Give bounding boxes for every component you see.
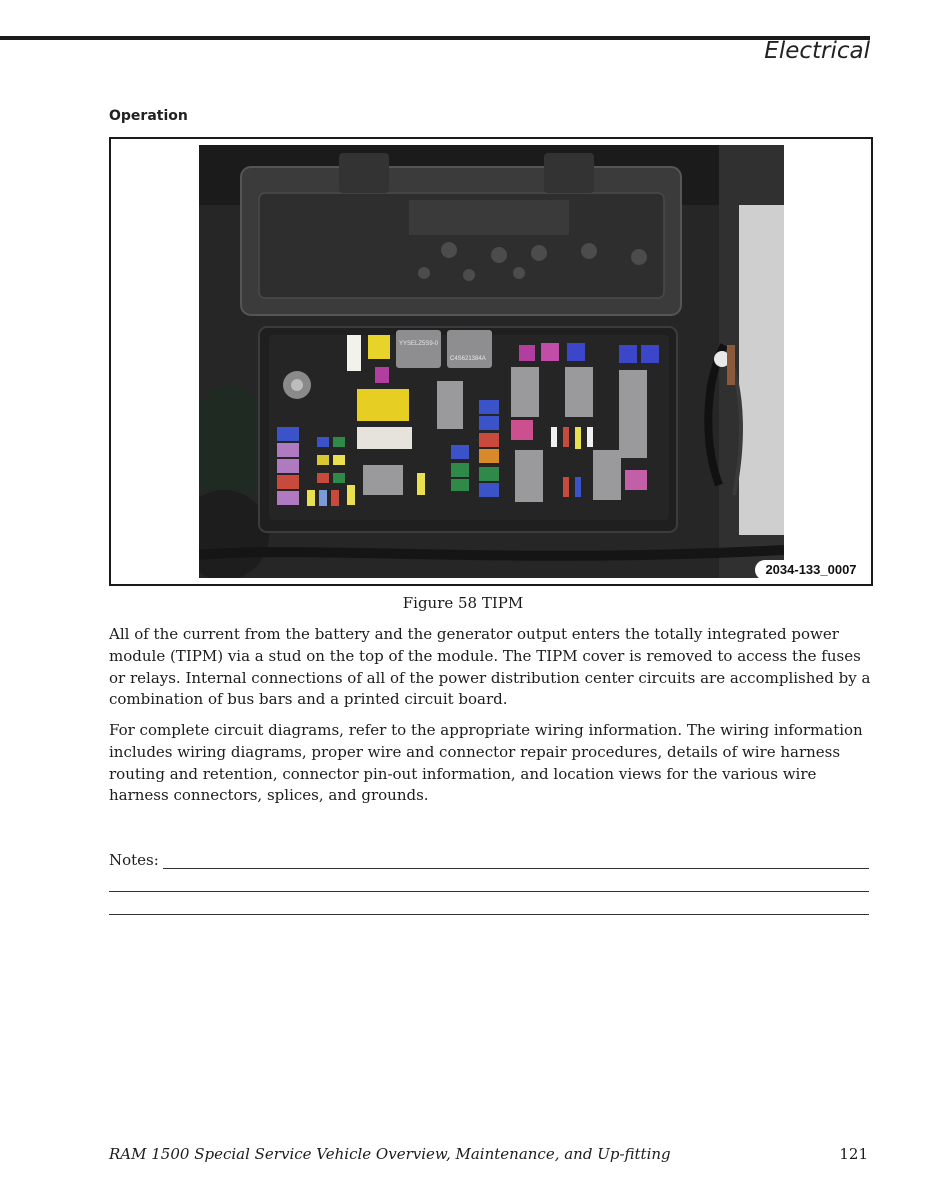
notes-line-3: [109, 897, 869, 915]
notes-area: [109, 846, 869, 915]
tipm-photo: [199, 145, 857, 578]
relay-label-1: YYSELZ5S9-0: [399, 341, 439, 347]
notes-label: Notes:: [109, 851, 159, 869]
tipm-photo-illustration: [199, 145, 784, 578]
chapter-title: Electrical: [764, 38, 870, 64]
body-paragraph-1: All of the current from the battery and the generator output enters the totally integrated power module (TIPM) via a stud on the top of the module. The TIPM cover is removed to access the fuses or relays. Internal connections of all of the power distribution center circuits are accomplished by a combination of bus bars and a printed circuit board.: [109, 625, 871, 709]
notes-line-2: [109, 874, 869, 892]
page-number: 121: [839, 1145, 868, 1163]
relay-label-2: C4S621384A: [450, 356, 486, 362]
footer-title: RAM 1500 Special Service Vehicle Overview, Maintenance, and Up-fitting: [109, 1145, 671, 1163]
figure-frame: [109, 137, 873, 586]
figure-id-label: 2034-133_0007: [755, 560, 867, 580]
notes-line-1: [163, 851, 869, 869]
section-heading: Operation: [109, 108, 188, 124]
body-paragraph-2: For complete circuit diagrams, refer to the appropriate wiring information. The wiring information includes wiring diagrams, proper wire and connector repair procedures, details of wire harness routing and retention, connector pin-out information, and location views for the various wire harness connectors, splices, and grounds.: [109, 721, 863, 805]
figure-caption: Figure 58 TIPM: [402, 594, 524, 612]
header-rule: [0, 36, 870, 40]
